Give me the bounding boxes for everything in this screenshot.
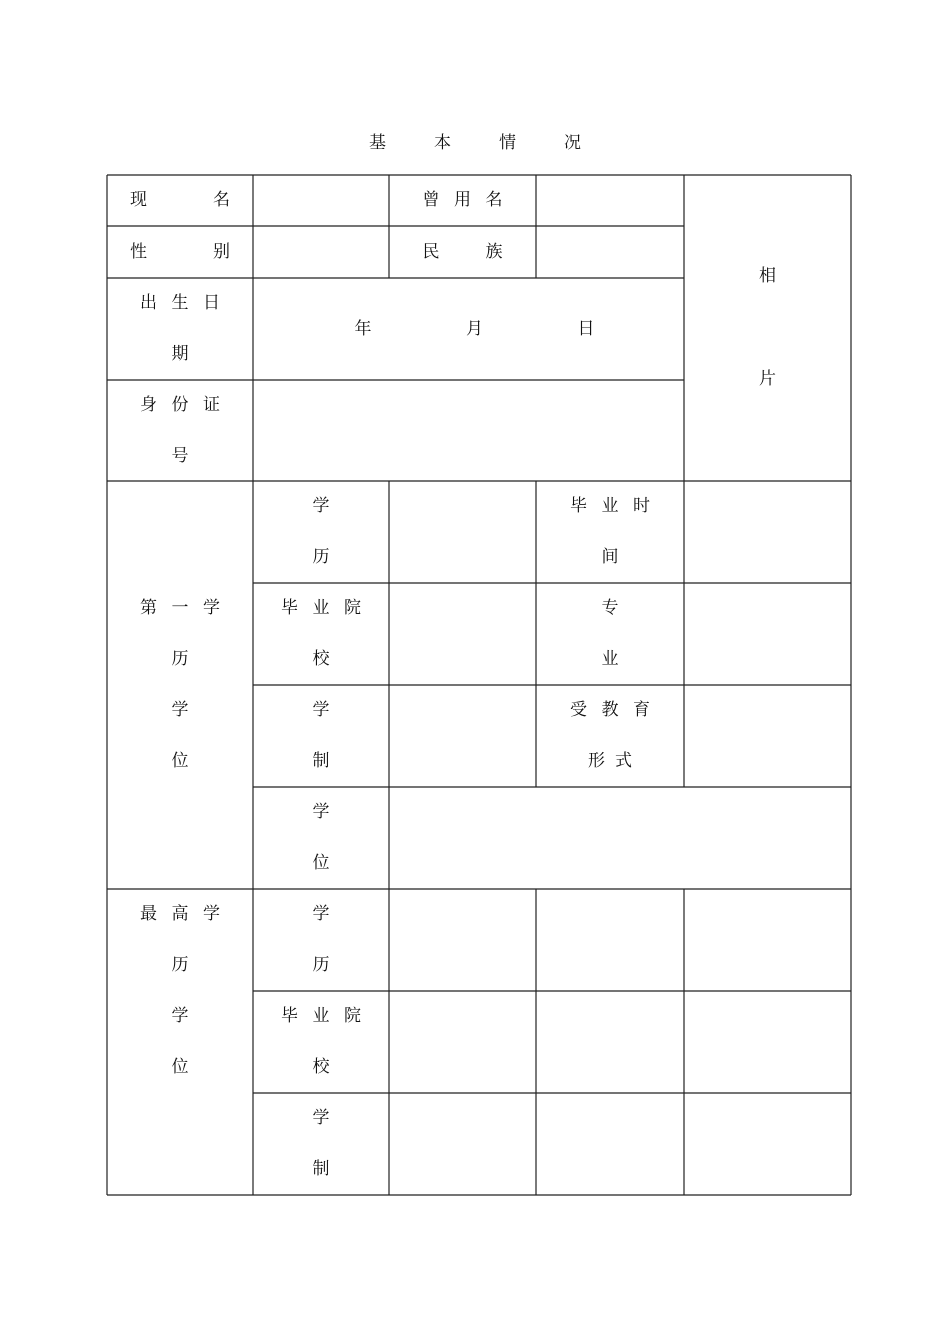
label-char: 第 <box>140 598 157 618</box>
label-char: 制 <box>312 751 330 771</box>
label-char: 受 <box>570 700 587 720</box>
label-char: 学 <box>312 1108 330 1128</box>
label-char: 时 <box>633 496 650 516</box>
label-char: 曾 <box>422 190 440 210</box>
id-number-field[interactable] <box>253 380 684 481</box>
label-char: 份 <box>171 394 189 415</box>
label-char: 现 <box>130 190 147 210</box>
label-char: 民 <box>422 241 440 262</box>
school-field[interactable] <box>389 583 536 685</box>
label-current-name <box>107 175 253 226</box>
label-char: 别 <box>213 241 230 262</box>
label-char: 出 <box>140 293 157 313</box>
label-char: 式 <box>615 751 632 771</box>
label-highest-degree <box>107 889 253 1195</box>
label-former-name <box>389 175 536 226</box>
label-char: 最 <box>140 904 157 924</box>
label-char: 位 <box>171 1057 189 1077</box>
label-char: 形 <box>588 751 605 771</box>
duration-field[interactable] <box>389 685 536 787</box>
ethnicity-field[interactable] <box>536 226 684 278</box>
title-char: 基 <box>369 133 386 153</box>
major-field[interactable] <box>684 583 851 685</box>
duration-highest-field-2[interactable] <box>536 1093 684 1195</box>
label-char: 业 <box>601 496 619 516</box>
label-char: 毕 <box>281 1006 298 1026</box>
label-id-number <box>107 380 253 481</box>
month-unit: 月 <box>466 318 483 339</box>
page-title <box>0 128 950 153</box>
label-char: 片 <box>759 369 776 389</box>
label-first-degree <box>107 481 253 889</box>
duration-highest-field-3[interactable] <box>684 1093 851 1195</box>
label-education <box>253 481 389 583</box>
label-ethnicity <box>389 226 536 278</box>
label-birth-date <box>107 278 253 380</box>
label-char: 位 <box>171 751 189 771</box>
photo-box[interactable] <box>684 175 851 481</box>
day-unit: 日 <box>577 318 595 339</box>
label-char: 业 <box>312 1006 330 1026</box>
label-char: 校 <box>312 649 330 669</box>
label-duration <box>253 685 389 787</box>
label-char: 日 <box>203 293 220 313</box>
education-highest-field-1[interactable] <box>389 889 536 991</box>
label-duration-highest <box>253 1093 389 1195</box>
edu-form-field[interactable] <box>684 685 851 787</box>
school-highest-field-2[interactable] <box>536 991 684 1093</box>
label-char: 期 <box>171 344 189 364</box>
year-unit: 年 <box>354 318 372 339</box>
label-char: 相 <box>759 266 776 286</box>
label-major <box>536 583 684 685</box>
title-char: 本 <box>434 133 451 153</box>
title-char: 情 <box>499 133 516 153</box>
birth-date-field[interactable] <box>253 278 684 380</box>
label-char: 历 <box>312 955 330 975</box>
education-highest-field-3[interactable] <box>684 889 851 991</box>
label-school-highest <box>253 991 389 1093</box>
label-char: 学 <box>312 496 330 516</box>
label-char: 毕 <box>570 496 587 516</box>
label-char: 间 <box>601 547 619 567</box>
label-char: 学 <box>203 598 220 618</box>
label-char: 学 <box>171 1006 189 1026</box>
gender-field[interactable] <box>253 226 389 278</box>
label-char: 性 <box>130 241 147 262</box>
label-char: 用 <box>454 190 471 210</box>
label-char: 校 <box>312 1057 330 1077</box>
label-char: 育 <box>633 700 650 720</box>
label-char: 院 <box>344 598 361 618</box>
label-char: 生 <box>171 293 189 313</box>
label-char: 业 <box>312 598 330 618</box>
label-char: 历 <box>171 955 189 975</box>
label-char: 院 <box>344 1006 361 1026</box>
label-graduation-time <box>536 481 684 583</box>
label-char: 学 <box>312 700 330 720</box>
label-char: 族 <box>485 241 503 262</box>
degree-field[interactable] <box>389 787 851 889</box>
label-char: 高 <box>171 904 189 924</box>
former-name-field[interactable] <box>536 175 684 226</box>
label-char: 学 <box>171 700 189 720</box>
label-char: 历 <box>171 649 189 669</box>
label-edu-form <box>536 685 684 787</box>
label-char: 一 <box>171 598 189 618</box>
label-char: 位 <box>312 853 330 873</box>
current-name-field[interactable] <box>253 175 389 226</box>
label-char: 名 <box>485 190 503 210</box>
label-school <box>253 583 389 685</box>
label-degree <box>253 787 389 889</box>
label-char: 业 <box>601 649 619 669</box>
duration-highest-field-1[interactable] <box>389 1093 536 1195</box>
label-char: 身 <box>140 394 157 415</box>
label-char: 证 <box>203 394 220 415</box>
label-char: 学 <box>203 904 220 924</box>
graduation-time-field[interactable] <box>684 481 851 583</box>
education-field[interactable] <box>389 481 536 583</box>
label-education-highest <box>253 889 389 991</box>
school-highest-field-3[interactable] <box>684 991 851 1093</box>
label-char: 制 <box>312 1159 330 1179</box>
title-char: 况 <box>564 133 581 153</box>
label-char: 历 <box>312 547 330 567</box>
label-char: 号 <box>171 445 189 466</box>
education-highest-field-2[interactable] <box>536 889 684 991</box>
label-char: 毕 <box>281 598 298 618</box>
label-gender <box>107 226 253 278</box>
label-char: 专 <box>601 598 619 618</box>
label-char: 名 <box>213 190 230 210</box>
school-highest-field-1[interactable] <box>389 991 536 1093</box>
label-char: 学 <box>312 904 330 924</box>
label-char: 教 <box>601 700 619 720</box>
label-char: 学 <box>312 802 330 822</box>
